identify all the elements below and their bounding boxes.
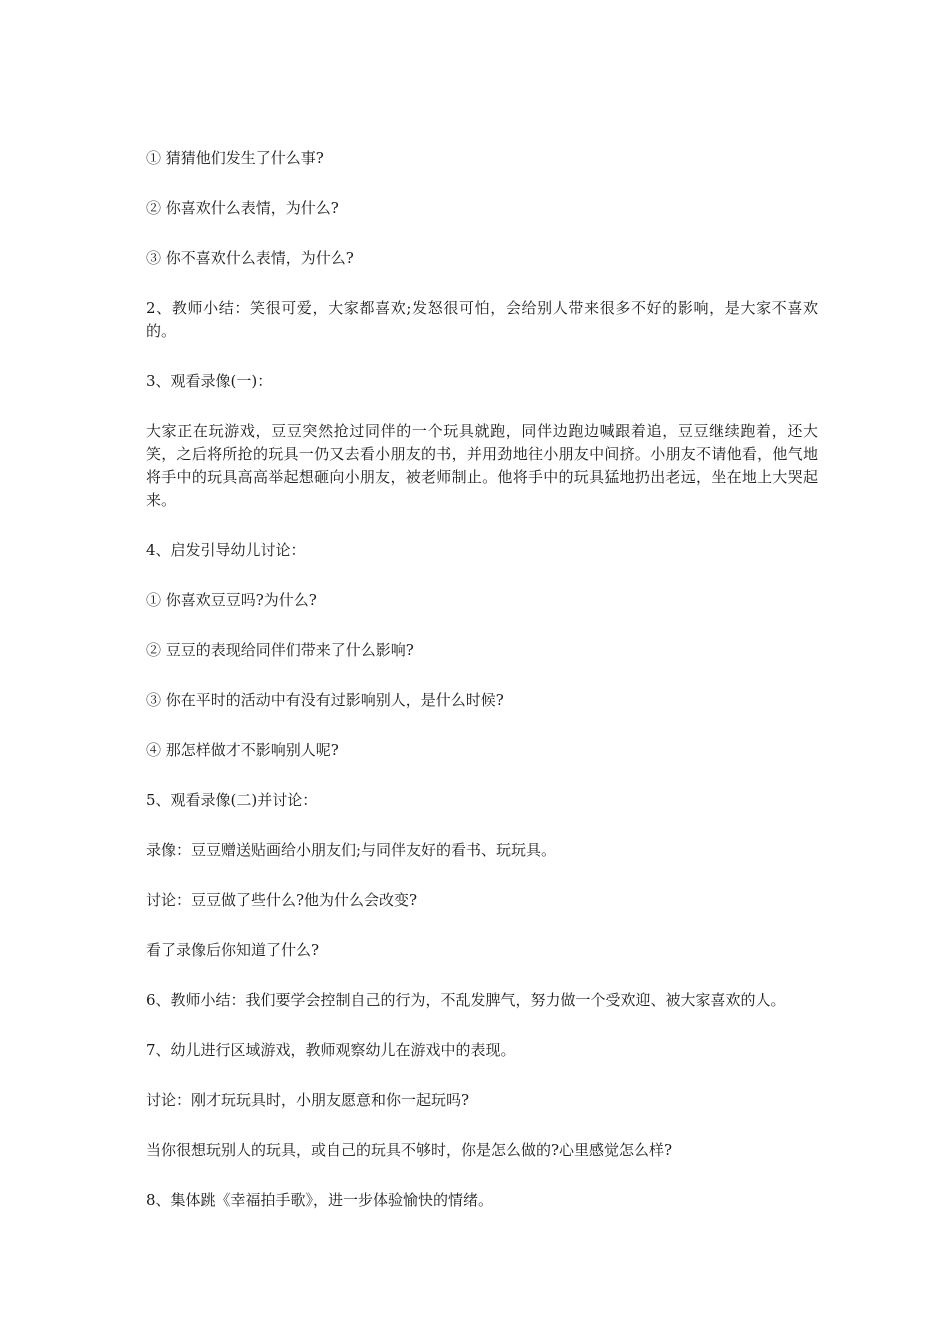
question-2: ② 你喜欢什么表情，为什么? bbox=[146, 199, 339, 217]
discussion-question-1: ① 你喜欢豆豆吗?为什么? bbox=[146, 591, 317, 609]
step-7-followup: 当你很想玩别人的玩具，或自己的玩具不够时，你是怎么做的?心里感觉怎么样? bbox=[146, 1141, 673, 1159]
discussion-question-3: ③ 你在平时的活动中有没有过影响别人，是什么时候? bbox=[146, 691, 504, 709]
step-7-heading: 7、幼儿进行区域游戏，教师观察幼儿在游戏中的表现。 bbox=[146, 1041, 516, 1059]
discussion-question-4: ④ 那怎样做才不影响别人呢? bbox=[146, 741, 339, 759]
video-2-discussion: 讨论：豆豆做了些什么?他为什么会改变? bbox=[146, 891, 418, 909]
video-2-followup: 看了录像后你知道了什么? bbox=[146, 941, 320, 959]
video-2-description: 录像：豆豆赠送贴画给小朋友们;与同伴友好的看书、玩玩具。 bbox=[146, 841, 557, 859]
step-6-teacher-summary: 6、教师小结：我们要学会控制自己的行为，不乱发脾气，努力做一个受欢迎、被大家喜欢的人。 bbox=[146, 991, 786, 1009]
step-5-heading: 5、观看录像(二)并讨论： bbox=[146, 791, 318, 809]
step-4-heading: 4、启发引导幼儿讨论： bbox=[146, 541, 306, 559]
question-3: ③ 你不喜欢什么表情，为什么? bbox=[146, 249, 354, 267]
document-body bbox=[146, 147, 818, 1239]
video-1-description: 大家正在玩游戏，豆豆突然抢过同伴的一个玩具就跑，同伴边跑边喊跟着追，豆豆继续跑着，还大笑，之后将所抢的玩具一仍又去看小朋友的书，并用劲地往小朋友中间挤。小朋友不请他看，他气地将手中的玩具高高举起想砸向小朋友，被老师制止。他将手中的玩具猛地扔出老远，坐在地上大哭起来。 bbox=[146, 422, 818, 509]
discussion-question-2: ② 豆豆的表现给同伴们带来了什么影响? bbox=[146, 641, 414, 659]
step-2-teacher-summary: 2、教师小结：笑很可爱，大家都喜欢;发怒很可怕，会给别人带来很多不好的影响，是大家不喜欢的。 bbox=[146, 299, 818, 340]
step-3-heading: 3、观看录像(一)： bbox=[146, 372, 273, 390]
question-1: ① 猜猜他们发生了什么事? bbox=[146, 149, 324, 167]
step-7-discussion: 讨论：刚才玩玩具时，小朋友愿意和你一起玩吗? bbox=[146, 1091, 470, 1109]
step-8-heading: 8、集体跳《幸福拍手歌》，进一步体验愉快的情绪。 bbox=[146, 1191, 494, 1209]
